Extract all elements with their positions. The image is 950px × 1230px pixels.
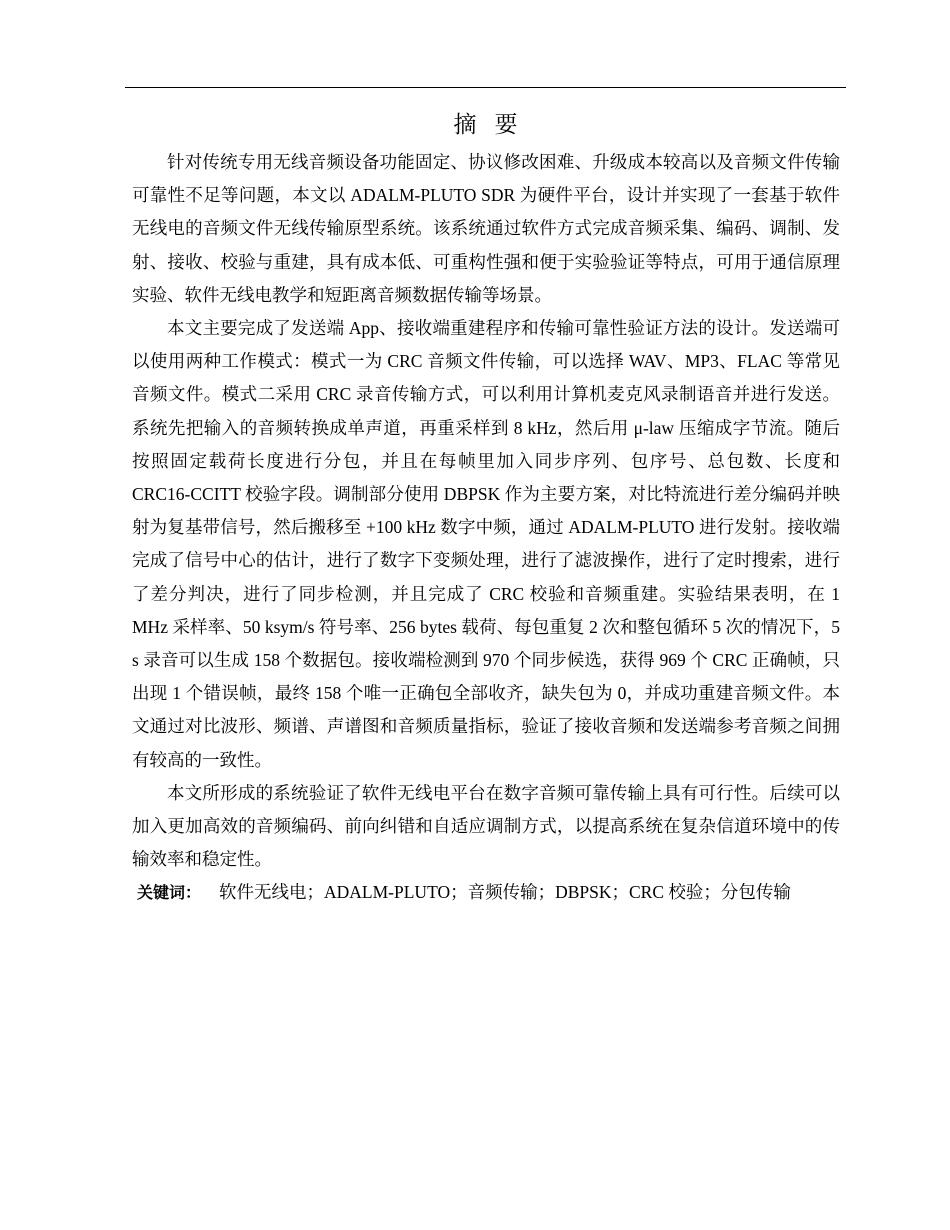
abstract-title: 摘要: [453, 112, 536, 138]
keywords-text: 软件无线电；ADALM-PLUTO；音频传输；DBPSK；CRC 校验；分包传输: [219, 882, 791, 903]
abstract-paragraph-3: 本文所形成的系统验证了软件无线电平台在数字音频可靠传输上具有可行性。后续可以加入更加高效的音频编码、前向纠错和自适应调制方式，以提高系统在复杂信道环境中的传输效率和稳定性。: [132, 782, 840, 870]
abstract-body: [132, 146, 840, 910]
header-rule: [125, 87, 846, 88]
keywords-label: 关键词：: [137, 883, 202, 903]
abstract-paragraph-1: 针对传统专用无线音频设备功能固定、协议修改困难、升级成本较高以及音频文件传输可靠性不足等问题，本文以 ADALM-PLUTO SDR 为硬件平台，设计并实现了一套基于软件无线电的音频文件无线传输原型系统。该系统通过软件方式完成音频采集、编码、调制、发射、接收、校验与重建，具有成本低、可重构性强和便于实验验证等特点，可用于通信原理实验、软件无线电教学和短距离音频数据传输等场景。: [132, 152, 840, 305]
abstract-paragraph-2: 本文主要完成了发送端 App、接收端重建程序和传输可靠性验证方法的设计。发送端可以使用两种工作模式：模式一为 CRC 音频文件传输，可以选择 WAV、MP3、FLAC 等常见音频文件。模式二采用 CRC 录音传输方式，可以利用计算机麦克风录制语音并进行发送。系统先把输入的音频转换成单声道，再重采样到 8 kHz，然后用 μ-law 压缩成字节流。随后按照固定载荷长度进行分包，并且在每帧里加入同步序列、包序号、总包数、长度和 CRC16-CCITT 校验字段。调制部分使用 DBPSK 作为主要方案，对比特流进行差分编码并映射为复基带信号，然后搬移至 +100 kHz 数字中频，通过 ADALM-PLUTO 进行发射。接收端完成了信号中心的估计，进行了数字下变频处理，进行了滤波操作，进行了定时搜索，进行了差分判决，进行了同步检测，并且完成了 CRC 校验和音频重建。实验结果表明，在 1 MHz 采样率、50 ksym/s 符号率、256 bytes 载荷、每包重复 2 次和整包循环 5 次的情况下，5 s 录音可以生成 158 个数据包。接收端检测到 970 个同步候选，获得 969 个 CRC 正确帧，只出现 1 个错误帧，最终 158 个唯一正确包全部收齐，缺失包为 0，并成功重建音频文件。本文通过对比波形、频谱、声谱图和音频质量指标，验证了接收音频和发送端参考音频之间拥有较高的一致性。: [132, 318, 840, 770]
keywords-line: [137, 876, 840, 909]
